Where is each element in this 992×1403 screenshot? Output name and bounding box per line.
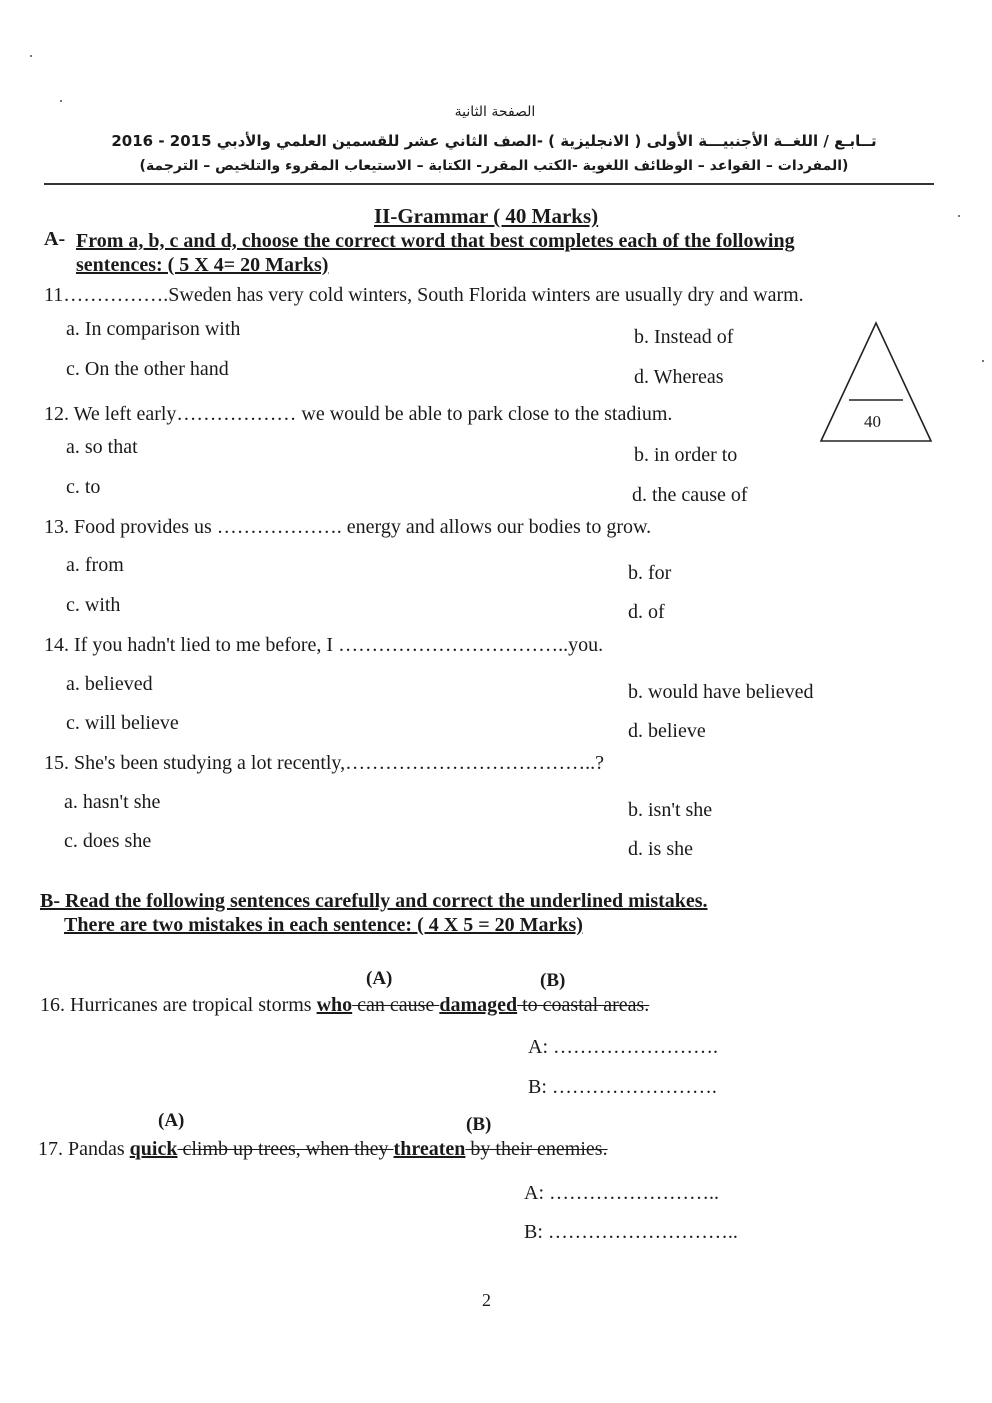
part-a-heading-line-1: From a, b, c and d, choose the correct word that best completes each of the following (76, 230, 795, 252)
part-a-heading-line-2: sentences: ( 5 X 4= 20 Marks) (76, 254, 329, 276)
q11-option-b[interactable]: b. Instead of (634, 326, 734, 348)
q14-option-b[interactable]: b. would have believed (628, 681, 814, 703)
q15-option-a[interactable]: a. hasn't she (64, 791, 161, 813)
question-16-sentence (40, 994, 649, 1017)
q16-text-mid: can cause (352, 994, 440, 1016)
q17-mistake-a: quick (129, 1138, 178, 1160)
q17-label-a: (A) (158, 1110, 185, 1131)
header-line-2: (المفردات – القواعد – الوظائف اللغوية -الكتب المقرر- الكتابة – الاستيعاب المقروء والتلخيص – الترجمة) (139, 158, 849, 174)
q16-text-pre: 16. Hurricanes are tropical storms (40, 994, 317, 1016)
page-number: 2 (482, 1290, 491, 1310)
q12-option-a[interactable]: a. so that (66, 436, 138, 458)
q12-option-c[interactable]: c. to (66, 476, 101, 498)
q17-answer-b[interactable]: B: ……………………….. (524, 1221, 738, 1243)
q17-mistake-b: threaten (393, 1138, 466, 1160)
page-label: الصفحة الثانية (454, 104, 536, 120)
question-15-stem: 15. She's been studying a lot recently,………………………………..? (44, 752, 605, 774)
scan-speck (60, 100, 62, 102)
question-14-stem: 14. If you hadn't lied to me before, I ……………………………..you. (44, 634, 604, 656)
q15-option-c[interactable]: c. does she (64, 830, 152, 852)
q17-text-pre: 17. Pandas (38, 1138, 130, 1160)
q16-text-post: to coastal areas. (517, 994, 650, 1016)
q13-option-b[interactable]: b. for (628, 562, 672, 584)
mark-box-value: 40 (864, 412, 881, 431)
question-17-sentence (38, 1138, 608, 1161)
scan-speck (958, 215, 960, 217)
q15-option-b[interactable]: b. isn't she (628, 799, 713, 821)
q16-label-b: (B) (540, 970, 566, 991)
question-12-stem: 12. We left early……………… we would be able to park close to the stadium. (44, 403, 673, 425)
question-13-stem: 13. Food provides us ………………. energy and allows our bodies to grow. (44, 516, 652, 538)
section-title: II-Grammar ( 40 Marks) (374, 204, 599, 228)
part-b-heading-line-1: B- Read the following sentences carefully and correct the underlined mistakes. (40, 890, 708, 912)
scan-speck (982, 360, 984, 362)
q13-option-d[interactable]: d. of (628, 601, 665, 623)
part-a-prefix: A- (44, 228, 66, 250)
scan-speck (30, 55, 32, 57)
q11-option-c[interactable]: c. On the other hand (66, 358, 229, 380)
question-11-stem: 11…………….Sweden has very cold winters, South Florida winters are usually dry and warm. (44, 284, 804, 306)
q16-label-a: (A) (366, 968, 393, 989)
q17-label-b: (B) (466, 1114, 492, 1135)
q17-text-post: by their enemies. (465, 1138, 608, 1160)
q12-option-b[interactable]: b. in order to (634, 444, 738, 466)
header-line-1: تــابـع / اللغــة الأجنبيـــة الأولى ( الانجليزية ) -الصف الثاني عشر للقسمين العلمي والأدبي 2015 - 2016 (111, 132, 877, 150)
q14-option-a[interactable]: a. believed (66, 673, 153, 695)
header-rule (44, 183, 934, 185)
q11-option-a[interactable]: a. In comparison with (66, 318, 241, 340)
part-b-heading-line-2: There are two mistakes in each sentence: ( 4 X 5 = 20 Marks) (64, 914, 583, 936)
q17-text-mid: climb up trees, when they (177, 1138, 394, 1160)
q13-option-c[interactable]: c. with (66, 594, 121, 616)
q13-option-a[interactable]: a. from (66, 554, 124, 576)
q12-option-d[interactable]: d. the cause of (632, 484, 748, 506)
q14-option-c[interactable]: c. will believe (66, 712, 179, 734)
q17-answer-a[interactable]: A: …………………….. (524, 1182, 719, 1204)
q16-answer-b[interactable]: B: ……………………. (528, 1076, 717, 1098)
q16-answer-a[interactable]: A: ……………………. (528, 1036, 718, 1058)
q16-mistake-a: who (316, 994, 353, 1016)
q11-option-d[interactable]: d. Whereas (634, 366, 724, 388)
q16-mistake-b: damaged (439, 994, 518, 1016)
q15-option-d[interactable]: d. is she (628, 838, 693, 860)
q14-option-d[interactable]: d. believe (628, 720, 706, 742)
